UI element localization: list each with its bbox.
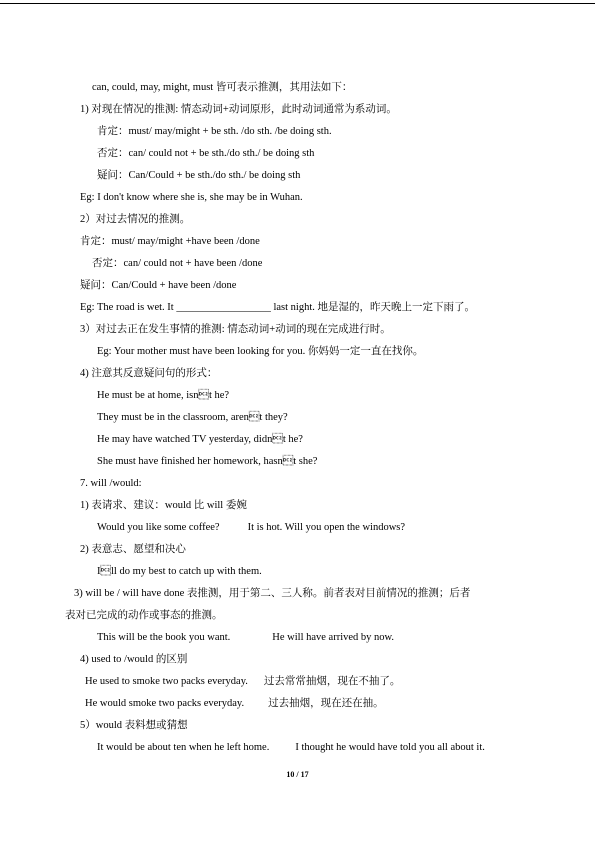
negative-rule: 否定：can/ could not + have been /done: [92, 258, 263, 269]
example-text: He used to smoke two packs everyday.: [85, 676, 248, 687]
example-line: [85, 675, 400, 689]
example-translation: 过去抽烟，现在还在抽。: [268, 698, 384, 709]
example-line: [85, 697, 384, 711]
question-rule: 疑问：Can/Could + be sth./do sth./ be doing sth: [97, 170, 301, 181]
page-number: 10 / 17: [286, 770, 309, 779]
header-rule: [0, 3, 595, 4]
intro-line: can, could, may, might, must 皆可表示推测，其用法如下：: [92, 82, 353, 93]
example-line: Eg: Your mother must have been looking for you. 你妈妈一定一直在找你。: [97, 346, 424, 357]
example-text: It is hot. Will you open the windows?: [247, 522, 406, 533]
example-line: Eg: The road is wet. It __________________ last night. 地是湿的，昨天晚上一定下雨了。: [80, 302, 475, 313]
example-line: Eg: I don't know where she is, she may be in Wuhan.: [80, 192, 303, 203]
subsection-heading: 2) 表意志、愿望和决心: [80, 544, 186, 555]
affirmative-rule: 肯定：must/ may/might + be sth. /do sth. /be doing sth.: [97, 126, 332, 137]
example-text: He will have arrived by now.: [272, 632, 395, 643]
example-text: This will be the book you want.: [97, 632, 231, 643]
section-1-heading: 1) 对现在情况的推测: 情态动词+动词原形，此时动词通常为系动词。: [80, 104, 397, 115]
example-text: Would you like some coffee?: [97, 522, 220, 533]
subsection-continuation: 表对已完成的动作或事态的推测。: [65, 610, 223, 621]
section-2-heading: 2）对过去情况的推测。: [80, 214, 191, 225]
example-line: [97, 521, 405, 535]
example-text: I thought he would have told you all about it.: [295, 742, 485, 753]
section-4-heading: 4) 注意其反意疑问句的形式：: [80, 368, 218, 379]
example-text: He would smoke two packs everyday.: [85, 698, 245, 709]
example-line: [97, 741, 485, 755]
tag-question-example: He may have watched TV yesterday, didnt he?: [97, 434, 303, 445]
section-3-heading: 3）对过去正在发生事情的推测: 情态动词+动词的现在完成进行时。: [80, 324, 391, 335]
tag-question-example: They must be in the classroom, arent they?: [97, 412, 288, 423]
subsection-heading: 5）would 表料想或猜想: [80, 720, 188, 731]
subsection-heading: 1) 表请求、建议：would 比 will 委婉: [80, 500, 247, 511]
example-line: [97, 631, 394, 645]
example-text: It would be about ten when he left home.: [97, 742, 270, 753]
tag-question-example: She must have finished her homework, hasnt she?: [97, 456, 318, 467]
example-line: Ill do my best to catch up with them.: [97, 566, 262, 577]
subsection-heading: 4) used to /would 的区别: [80, 654, 188, 665]
example-translation: 过去常常抽烟，现在不抽了。: [263, 676, 401, 687]
subsection-heading: 3) will be / will have done 表推测，用于第二、三人称。前者表对目前情况的推测；后者: [74, 588, 471, 599]
section-7-heading: 7. will /would:: [80, 478, 142, 489]
negative-rule: 否定：can/ could not + be sth./do sth./ be doing sth: [97, 148, 315, 159]
tag-question-example: He must be at home, isnt he?: [97, 390, 230, 401]
question-rule: 疑问：Can/Could + have been /done: [80, 280, 237, 291]
affirmative-rule: 肯定：must/ may/might +have been /done: [80, 236, 260, 247]
